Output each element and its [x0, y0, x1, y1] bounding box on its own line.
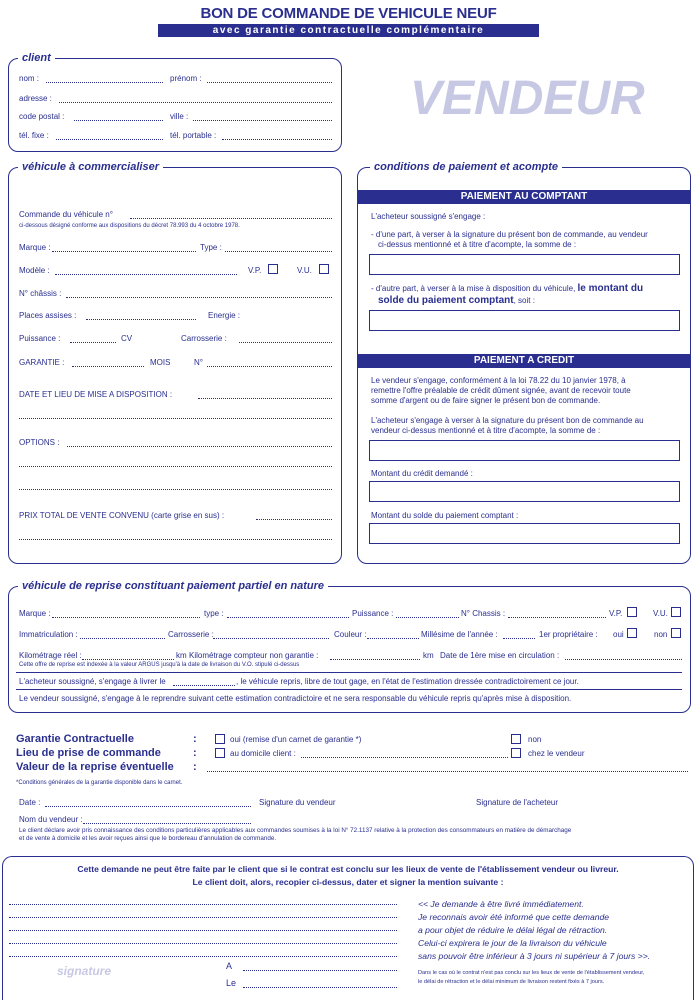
part1-line2: ci-dessus mentionné et à titre d'acompte, la somme de :: [378, 240, 577, 249]
garantie-numero-field[interactable]: [207, 366, 332, 367]
page-subtitle: avec garantie contractuelle complémentaire: [158, 24, 539, 37]
montant-credit-label: Montant du crédit demandé :: [371, 469, 473, 478]
energie-label: Energie :: [208, 311, 241, 320]
solde-comptant-input[interactable]: [369, 310, 680, 331]
modele-label: Modèle :: [19, 266, 50, 275]
mention-line2: Le client doit, alors, recopier ci-dessus, dater et signer la mention suivante :: [192, 877, 504, 887]
domicile-label: au domicile client :: [230, 749, 296, 758]
premier-oui-checkbox[interactable]: [627, 628, 637, 638]
nom-vendeur-label: Nom du vendeur :: [19, 815, 83, 824]
commande-note: ci-dessous désigné conforme aux dispositions du décret 78.993 du 4 octobre 1978.: [19, 223, 240, 229]
valeur-reprise-field[interactable]: [207, 771, 688, 772]
reprise-marque-label: Marque :: [19, 609, 51, 618]
couleur-field[interactable]: [367, 638, 419, 639]
mention-copy-line-2[interactable]: [9, 917, 397, 918]
reprise-vp-checkbox[interactable]: [627, 607, 637, 617]
credit-line4: L'acheteur s'engage à verser à la signature du présent bon de commande au: [371, 416, 644, 425]
reprise-vu-label: V.U.: [653, 609, 668, 618]
conditions-note: *Conditions générales de la garantie disponible dans le carnet.: [16, 780, 183, 786]
garantie-field[interactable]: [72, 366, 144, 367]
immat-label: Immatriculation :: [19, 630, 78, 639]
tel-portable-label: tél. portable :: [170, 131, 217, 140]
premier-proprietaire-label: 1er propriétaire :: [539, 630, 598, 639]
part2-text: - d'autre part, à verser à la mise à disposition du véhicule,: [371, 284, 576, 293]
prenom-label: prénom :: [170, 74, 202, 83]
ville-field[interactable]: [193, 120, 332, 121]
quote-line-5: sans pouvoir être inférieur à 3 jours ni supérieur à 7 jours >>.: [418, 951, 651, 961]
chassis-label: N° châssis :: [19, 289, 62, 298]
acompte-comptant-input[interactable]: [369, 254, 680, 275]
reprise-divider-1: [16, 672, 682, 673]
nom-field[interactable]: [46, 82, 163, 83]
credit-line3: somme d'argent ou de faire signer le présent bon de commande.: [371, 396, 601, 405]
options-field[interactable]: [67, 446, 332, 447]
mention-copy-line-3[interactable]: [9, 930, 397, 931]
declare-line1: Le client déclare avoir pris connaissance des conditions particulières applicables aux commandes soumises à la loi N° 72.1137 relative à la protection des consommateurs en matière de démarchage: [19, 827, 572, 834]
domicile-checkbox[interactable]: [215, 748, 225, 758]
delai-note-1: Dans le cas où le contrat n'est pas conclu sur les lieux de vente de l'établissement vendeur,: [418, 970, 645, 976]
marque-label: Marque :: [19, 243, 51, 252]
part2-bold: le montant du: [577, 283, 644, 294]
adresse-field[interactable]: [59, 102, 332, 103]
a-label: A: [226, 961, 233, 971]
type-field[interactable]: [225, 251, 332, 252]
mention-line1: Cette demande ne peut être faite par le client que si le contrat est conclu sur les lieux de vente de l'établissement vendeur ou livreur.: [77, 864, 619, 874]
km-reel-field[interactable]: [82, 659, 174, 660]
garantie-oui-label: oui (remise d'un carnet de garantie *): [230, 735, 362, 744]
prix-field[interactable]: [256, 519, 332, 520]
lieu-commande-label: Lieu de prise de commande: [16, 747, 161, 759]
colon-2: :: [193, 747, 197, 759]
vu-checkbox[interactable]: [319, 264, 329, 274]
chassis-field[interactable]: [66, 297, 332, 298]
reprise-divider-2: [16, 689, 682, 690]
argus-note: Cette offre de reprise est indexée à la valeur ARGUS jusqu'à la date de livraison du V.O. stipulé ci-dessus: [19, 662, 300, 668]
date-lieu-field[interactable]: [198, 398, 332, 399]
part2-line2: [378, 296, 535, 306]
tel-portable-field[interactable]: [222, 139, 332, 140]
valeur-reprise-label: Valeur de la reprise éventuelle: [16, 761, 174, 773]
part2-line1: [371, 284, 643, 294]
km-reel-label: Kilométrage réel :: [19, 651, 82, 660]
prenom-field[interactable]: [207, 82, 332, 83]
montant-solde-input[interactable]: [369, 523, 680, 544]
millesime-label: Millésime de l'année :: [421, 630, 498, 639]
reprise-puissance-field[interactable]: [396, 617, 459, 618]
nom-vendeur-field[interactable]: [83, 823, 251, 824]
paiement-comptant-title: PAIEMENT AU COMPTANT: [358, 190, 690, 204]
reprise-carrosserie-label: Carrosserie :: [168, 630, 214, 639]
credit-line2: remettre l'offre préalable de crédit dûment signée, avant de recevoir toute: [371, 386, 631, 395]
mention-copy-line-5[interactable]: [9, 956, 397, 957]
prix-line-2[interactable]: [19, 539, 332, 540]
paiement-legend: conditions de paiement et acompte: [370, 161, 562, 174]
adresse-label: adresse :: [19, 94, 52, 103]
quote-line-3: a pour objet de réduire le délai légal de rétraction.: [418, 925, 608, 935]
code-postal-field[interactable]: [74, 120, 163, 121]
vp-checkbox[interactable]: [268, 264, 278, 274]
reprise-vu-checkbox[interactable]: [671, 607, 681, 617]
paiement-credit-title: PAIEMENT A CREDIT: [358, 354, 690, 368]
delai-note-2: le délai de rétraction et le délai minimum de livraison restent fixés à 7 jours.: [418, 979, 605, 985]
quote-line-2: Je reconnais avoir été informé que cette demande: [418, 912, 610, 922]
code-postal-label: code postal :: [19, 112, 65, 121]
signature-acheteur-label: Signature de l'acheteur: [476, 798, 559, 807]
colon-1: :: [193, 733, 197, 745]
vu-label: V.U.: [297, 266, 312, 275]
km-unit-2: km: [423, 651, 434, 660]
reprise-carrosserie-field[interactable]: [213, 638, 329, 639]
mention-copy-line-4[interactable]: [9, 943, 397, 944]
quote-line-1: << Je demande à être livré immédiatement.: [418, 899, 584, 909]
reprise-type-field[interactable]: [227, 617, 349, 618]
acheteur-livrer-label: L'acheteur soussigné, s'engage à livrer le: [19, 677, 166, 686]
reprise-marque-field[interactable]: [52, 617, 200, 618]
reprise-legend: véhicule de reprise constituant paiement partiel en nature: [18, 580, 328, 593]
date-lieu-line-2[interactable]: [19, 418, 332, 419]
couleur-label: Couleur :: [334, 630, 367, 639]
oui-label: oui: [613, 630, 624, 639]
millesime-field[interactable]: [503, 638, 535, 639]
options-label: OPTIONS :: [19, 438, 60, 447]
nom-label: nom :: [19, 74, 40, 83]
cv-label: CV: [121, 334, 133, 343]
credit-line1: Le vendeur s'engage, conformément à la loi 78.22 du 10 janvier 1978, à: [371, 376, 626, 385]
commande-label: Commande du véhicule n°: [19, 210, 113, 219]
reprise-chassis-field[interactable]: [508, 617, 606, 618]
domicile-field[interactable]: [301, 757, 508, 758]
acompte-credit-input[interactable]: [369, 440, 680, 461]
le-label: Le: [226, 978, 237, 988]
declare-line2: et de vente à domicile et les avoir reçues ainsi que le bordereau d'annulation de commande.: [19, 835, 277, 842]
vendeur-engage-text: Le vendeur soussigné, s'engage à le reprendre suivant cette estimation contradictoire et ne sera responsable du véhicule repris qu'après mise à disposition.: [19, 694, 572, 703]
garantie-contractuelle-label: Garantie Contractuelle: [16, 733, 134, 745]
vendeur-watermark: VENDEUR: [410, 72, 645, 125]
acheteur-engage: L'acheteur soussigné s'engage :: [371, 212, 486, 221]
non-label: non: [654, 630, 668, 639]
carrosserie-field[interactable]: [239, 342, 332, 343]
page-title: BON DE COMMANDE DE VEHICULE NEUF: [200, 5, 497, 22]
mention-copy-line-1[interactable]: [9, 904, 397, 905]
garantie-label: GARANTIE :: [19, 358, 65, 367]
date-lieu-label: DATE ET LIEU DE MISE A DISPOSITION :: [19, 390, 173, 399]
credit-line5: vendeur ci-dessus mentionné et à titre d'acompte, la somme de :: [371, 426, 601, 435]
date-field[interactable]: [45, 806, 251, 807]
date-circ-field[interactable]: [565, 659, 682, 660]
km-non-garantie-field[interactable]: [330, 659, 420, 660]
reprise-vp-label: V.P.: [609, 609, 623, 618]
premier-non-checkbox[interactable]: [671, 628, 681, 638]
vp-label: V.P.: [248, 266, 262, 275]
garantie-non-checkbox[interactable]: [511, 734, 521, 744]
puissance-field[interactable]: [70, 342, 116, 343]
acheteur-livrer-suite: , le véhicule repris, libre de tout gage, en l'état de l'estimation dressée contradictoirement ce jour.: [236, 677, 579, 686]
client-legend: client: [18, 52, 55, 65]
places-field[interactable]: [86, 319, 196, 320]
reprise-chassis-label: N° Chassis :: [461, 609, 506, 618]
part2-end: , soit :: [513, 296, 535, 305]
part2-bold-solde: solde du paiement comptant: [378, 295, 514, 306]
ville-label: ville :: [170, 112, 189, 121]
puissance-label: Puissance :: [19, 334, 61, 343]
reprise-puissance-label: Puissance :: [352, 609, 394, 618]
type-label: Type :: [200, 243, 222, 252]
mois-label: MOIS: [150, 358, 171, 367]
km-unit: km: [176, 651, 187, 660]
tel-fixe-label: tél. fixe :: [19, 131, 49, 140]
commande-field[interactable]: [130, 218, 332, 219]
prix-label: PRIX TOTAL DE VENTE CONVENU (carte grise en sus) :: [19, 511, 225, 520]
garantie-numero-label: N°: [194, 358, 203, 367]
chez-vendeur-label: chez le vendeur: [528, 749, 585, 758]
signature-label: signature: [57, 964, 112, 978]
places-label: Places assises :: [19, 311, 77, 320]
colon-3: :: [193, 761, 197, 773]
date-circ-label: Date de 1ère mise en circulation :: [440, 651, 560, 660]
montant-solde-label: Montant du solde du paiement comptant :: [371, 511, 519, 520]
options-line-3[interactable]: [19, 489, 332, 490]
date-livraison-field[interactable]: [173, 685, 235, 686]
immat-field[interactable]: [80, 638, 165, 639]
quote-line-4: Celui-ci expirera le jour de la livraison du véhicule: [418, 938, 607, 948]
le-field[interactable]: [243, 987, 397, 988]
part1-line1: - d'une part, à verser à la signature du présent bon de commande, au vendeur: [371, 230, 648, 239]
montant-credit-input[interactable]: [369, 481, 680, 502]
garantie-non-label: non: [528, 735, 542, 744]
reprise-type-label: type :: [204, 609, 224, 618]
tel-fixe-field[interactable]: [56, 139, 163, 140]
options-line-2[interactable]: [19, 466, 332, 467]
vehicule-legend: véhicule à commercialiser: [18, 161, 163, 174]
carrosserie-label: Carrosserie :: [181, 334, 227, 343]
modele-field[interactable]: [55, 274, 237, 275]
km-non-garantie-label: Kilométrage compteur non garantie :: [189, 651, 319, 660]
marque-field[interactable]: [52, 251, 196, 252]
date-label: Date :: [19, 798, 41, 807]
garantie-oui-checkbox[interactable]: [215, 734, 225, 744]
a-field[interactable]: [243, 970, 397, 971]
chez-vendeur-checkbox[interactable]: [511, 748, 521, 758]
signature-vendeur-label: Signature du vendeur: [259, 798, 336, 807]
